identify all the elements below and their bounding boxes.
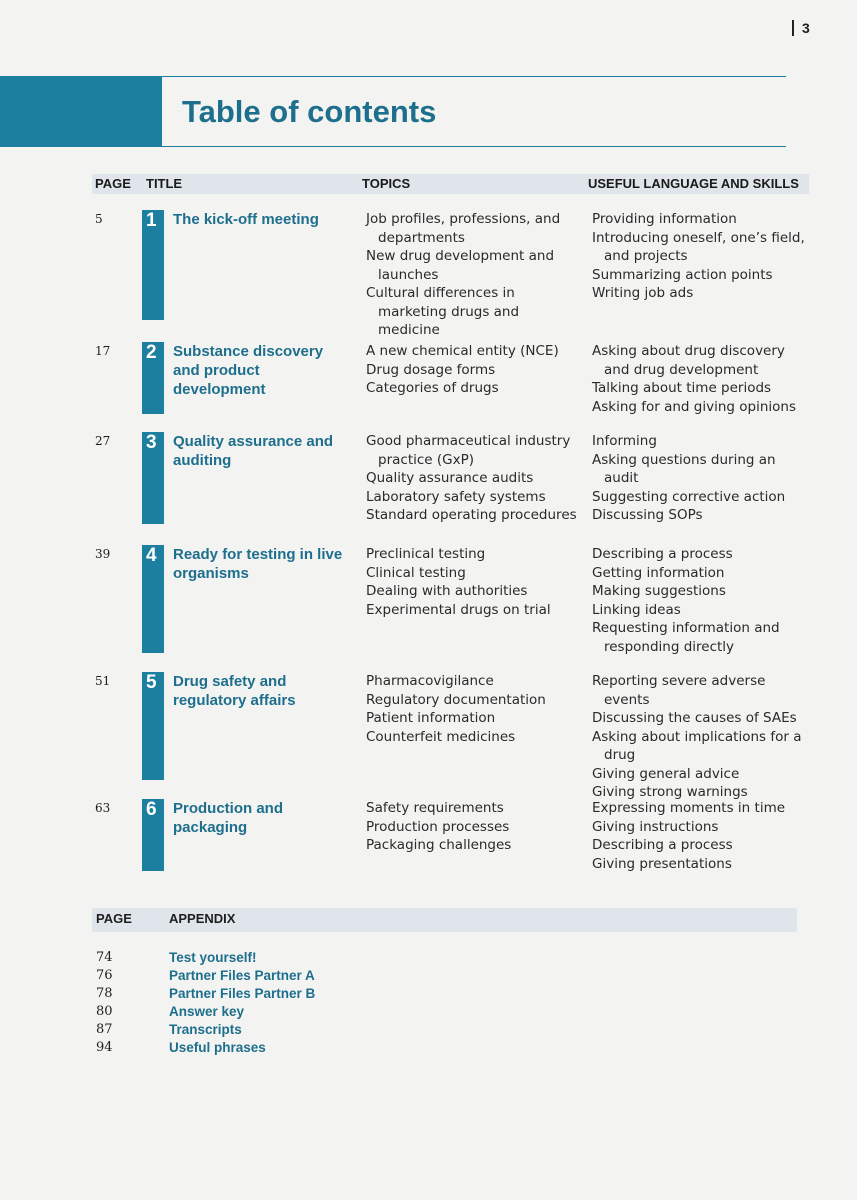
topic-item: Regulatory documentation: [366, 691, 546, 708]
unit-title: Production and packaging: [173, 800, 283, 836]
unit-title: Ready for testing in live organisms: [173, 546, 343, 582]
column-header-skills: USEFUL LANGUAGE AND SKILLS: [588, 176, 799, 191]
topic-item: Production processes: [366, 818, 510, 835]
skill-item: Asking for and giving opinions: [592, 398, 797, 415]
skill-item: Getting information: [592, 564, 725, 581]
appendix-page-number: 78: [96, 986, 113, 1001]
unit-number: 3: [146, 432, 157, 453]
appendix-page-number: 87: [96, 1022, 113, 1037]
skill-item: Requesting information and responding directly: [592, 620, 780, 655]
skill-item: Suggesting corrective action: [592, 488, 786, 505]
header-color-band: [0, 76, 162, 147]
appendix-header-title: APPENDIX: [169, 911, 236, 926]
column-header-page: PAGE: [95, 176, 131, 191]
column-header-title: TITLE: [146, 176, 183, 191]
unit-skills-list: [592, 545, 812, 656]
unit-number: 1: [146, 210, 157, 231]
topic-item: New drug development and launches: [366, 248, 555, 283]
appendix-header-page: PAGE: [96, 911, 132, 926]
skill-item: Reporting severe adverse events: [592, 673, 766, 708]
skill-item: Introducing oneself, one’s field, and projects: [592, 229, 805, 264]
unit-page-number: 27: [95, 434, 111, 448]
skill-item: Giving instructions: [592, 818, 719, 835]
appendix-page-number: 74: [96, 950, 113, 965]
topic-item: Experimental drugs on trial: [366, 601, 551, 618]
topic-item: Clinical testing: [366, 564, 466, 581]
skill-item: Writing job ads: [592, 285, 694, 301]
unit-page-number: 5: [95, 212, 103, 226]
unit-topics-list: [366, 672, 578, 746]
topic-item: Patient information: [366, 710, 496, 726]
unit-topics-list: [366, 432, 578, 525]
skill-item: Asking about implications for a drug: [592, 728, 802, 763]
skill-item: Discussing the causes of SAEs: [592, 710, 797, 726]
unit-topics-list: [366, 799, 578, 855]
topic-item: Cultural differences in marketing drugs and medicine: [366, 285, 520, 338]
topic-item: Drug dosage forms: [366, 361, 496, 378]
topic-item: Preclinical testing: [366, 546, 486, 562]
unit-page-number: 63: [95, 801, 111, 815]
skill-item: Asking questions during an audit: [592, 451, 776, 486]
skill-item: Providing information: [592, 211, 737, 227]
skill-item: Informing: [592, 433, 657, 449]
appendix-link: Answer key: [169, 1004, 245, 1019]
skill-item: Giving general advice: [592, 765, 740, 782]
unit-number: 5: [146, 672, 157, 693]
unit-page-number: 51: [95, 674, 111, 688]
unit-title: The kick-off meeting: [173, 211, 319, 228]
unit-title: Drug safety and regulatory affairs: [173, 673, 296, 709]
topic-item: Packaging challenges: [366, 837, 512, 853]
topic-item: Good pharmaceutical industry practice (GxP): [366, 433, 571, 468]
unit-skills-list: [592, 672, 812, 802]
skill-item: Giving strong warnings: [592, 784, 748, 800]
topic-item: Dealing with authorities: [366, 583, 528, 599]
topic-item: Quality assurance audits: [366, 470, 534, 486]
page-title: Table of contents: [182, 94, 437, 129]
unit-number: 2: [146, 342, 157, 363]
skill-item: Linking ideas: [592, 601, 681, 618]
unit-skills-list: [592, 210, 812, 303]
unit-title: Quality assurance and auditing: [173, 433, 334, 469]
skill-item: Giving presentations: [592, 855, 732, 872]
topic-item: Safety requirements: [366, 800, 504, 816]
skill-item: Making suggestions: [592, 583, 726, 599]
unit-topics-list: [366, 545, 578, 619]
appendix-link: Transcripts: [169, 1022, 242, 1037]
appendix-page-number: 94: [96, 1040, 113, 1055]
skill-item: Discussing SOPs: [592, 507, 703, 523]
topic-item: Standard operating procedures: [366, 507, 577, 523]
unit-skills-list: [592, 342, 812, 416]
column-header-topics: TOPICS: [362, 176, 411, 191]
appendix-link: Partner Files Partner A: [169, 968, 315, 983]
unit-skills-list: [592, 799, 812, 873]
skill-item: Asking about drug discovery and drug development: [592, 343, 785, 378]
skill-item: Describing a process: [592, 546, 733, 562]
header-rule-bottom: [162, 146, 786, 147]
appendix-link: Test yourself!: [169, 950, 257, 965]
appendix-page-number: 80: [96, 1004, 113, 1019]
topic-item: Counterfeit medicines: [366, 728, 516, 745]
unit-topics-list: [366, 210, 578, 340]
skill-item: Describing a process: [592, 837, 733, 853]
header-rule-top: [162, 76, 786, 77]
unit-title: Substance discovery and product development: [173, 343, 324, 398]
topic-item: Job profiles, professions, and departments: [366, 211, 561, 246]
unit-number: 6: [146, 799, 157, 820]
unit-topics-list: [366, 342, 578, 398]
appendix-link: Useful phrases: [169, 1040, 266, 1055]
topic-item: A new chemical entity (NCE): [366, 343, 559, 359]
skill-item: Summarizing action points: [592, 266, 773, 283]
appendix-link: Partner Files Partner B: [169, 986, 316, 1001]
topic-item: Laboratory safety systems: [366, 488, 546, 505]
unit-page-number: 39: [95, 547, 111, 561]
topic-item: Categories of drugs: [366, 380, 499, 396]
appendix-page-number: 76: [96, 968, 113, 983]
unit-number: 4: [146, 545, 157, 566]
unit-skills-list: [592, 432, 812, 525]
topic-item: Pharmacovigilance: [366, 673, 494, 689]
unit-page-number: 17: [95, 344, 111, 358]
skill-item: Talking about time periods: [592, 380, 772, 396]
skill-item: Expressing moments in time: [592, 800, 786, 816]
page-number: 3: [792, 20, 810, 36]
